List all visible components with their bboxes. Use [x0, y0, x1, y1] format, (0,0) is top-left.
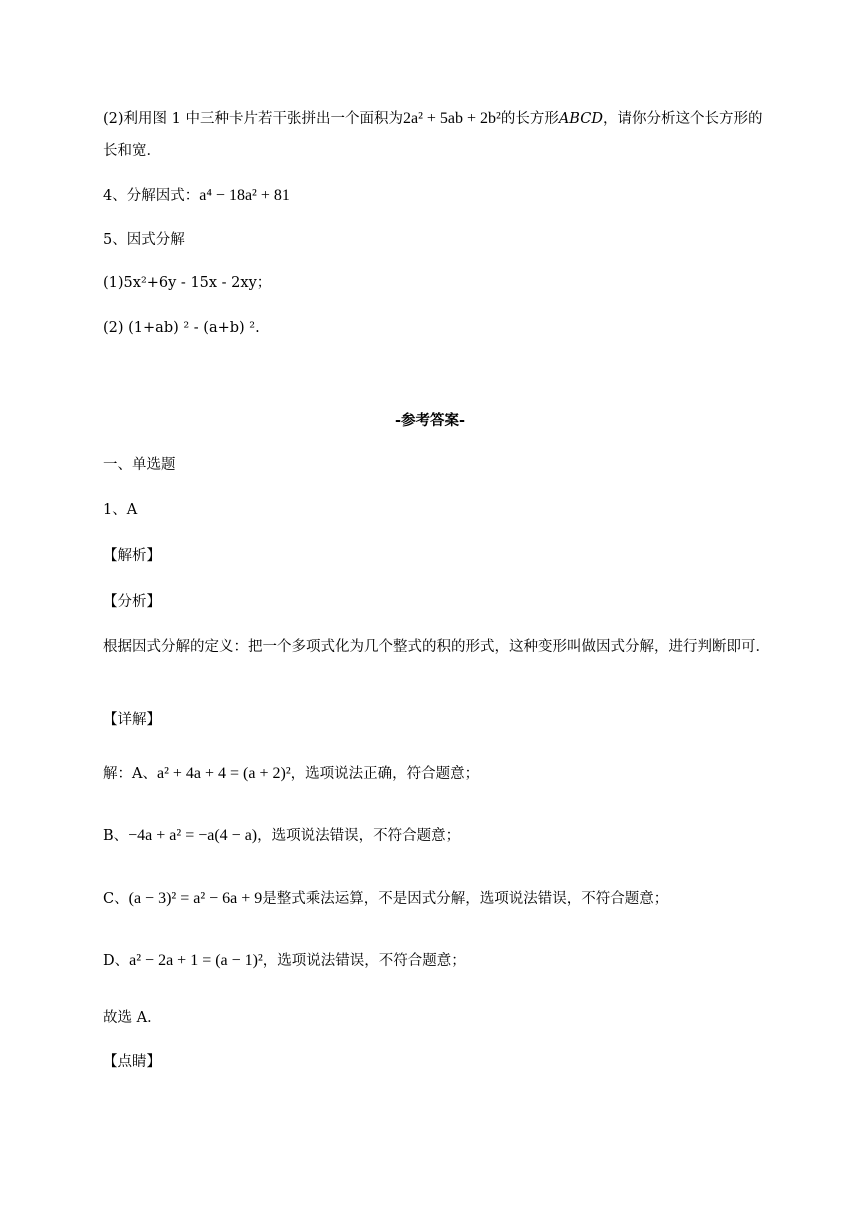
area-expression: 2a² + 5ab + 2b²	[402, 110, 501, 127]
q3-part2-text-c: ，请你分析这个长方形的	[602, 111, 763, 127]
line-c-expression: (a − 3)² = a² − 6a + 9	[128, 890, 263, 907]
solution-line-a	[103, 764, 479, 784]
line-a-suffix: ，选项说法正确，符合题意；	[290, 766, 480, 782]
solution-line-c	[103, 889, 668, 909]
line-c-suffix: 是整式乘法运算，不是因式分解，选项说法错误，不符合题意；	[262, 891, 669, 907]
q4-expression: a⁴ − 18a² + 81	[199, 187, 290, 204]
line-b-suffix: ，选项说法错误，不符合题意；	[257, 828, 461, 844]
q3-part2-line1	[103, 109, 762, 129]
line-a-expression: a² + 4a + 4 = (a + 2)²	[156, 765, 291, 782]
rect-name: ABCD	[558, 111, 603, 127]
answers-heading: -参考答案-	[394, 412, 466, 429]
analysis-text: 根据因式分解的定义：把一个多项式化为几个整式的积的形式，这种变形叫做因式分解，进行判断即可．	[103, 639, 770, 655]
q3-part2-text-a: (2)利用图 1 中三种卡片若干张拼出一个面积为	[103, 111, 403, 127]
section-title: 一、单选题	[103, 457, 176, 473]
q5-part1: (1)5x²+6y - 15x - 2xy；	[103, 275, 272, 291]
line-a-prefix: 解：A、	[103, 766, 157, 782]
line-d-suffix: ，选项说法错误，不符合题意；	[262, 953, 466, 969]
q5-title: 5、因式分解	[103, 232, 185, 248]
answer-item-1: 1、A	[103, 502, 138, 518]
tag-xiangjie: 【详解】	[103, 712, 161, 728]
tag-dianjing: 【点睛】	[103, 1054, 161, 1070]
q4-line	[103, 186, 290, 206]
conclusion: 故选 A．	[103, 1010, 162, 1026]
line-c-prefix: C、	[103, 891, 129, 907]
line-d-prefix: D、	[103, 953, 130, 969]
solution-line-d	[103, 951, 466, 971]
line-d-expression: a² − 2a + 1 = (a − 1)²	[129, 952, 263, 969]
tag-jiexi: 【解析】	[103, 548, 161, 564]
q3-part2-text-b: 的长方形	[500, 111, 559, 127]
q4-prefix: 4、分解因式：	[103, 188, 200, 204]
tag-fenxi: 【分析】	[103, 594, 161, 610]
line-b-expression: −4a + a² = −a(4 − a)	[128, 827, 258, 844]
solution-line-b	[103, 826, 460, 846]
line-b-prefix: B、	[103, 828, 129, 844]
q3-part2-line2: 长和宽．	[103, 143, 161, 159]
q5-part2: (2) (1+ab) ² - (a+b) ².	[103, 320, 260, 336]
